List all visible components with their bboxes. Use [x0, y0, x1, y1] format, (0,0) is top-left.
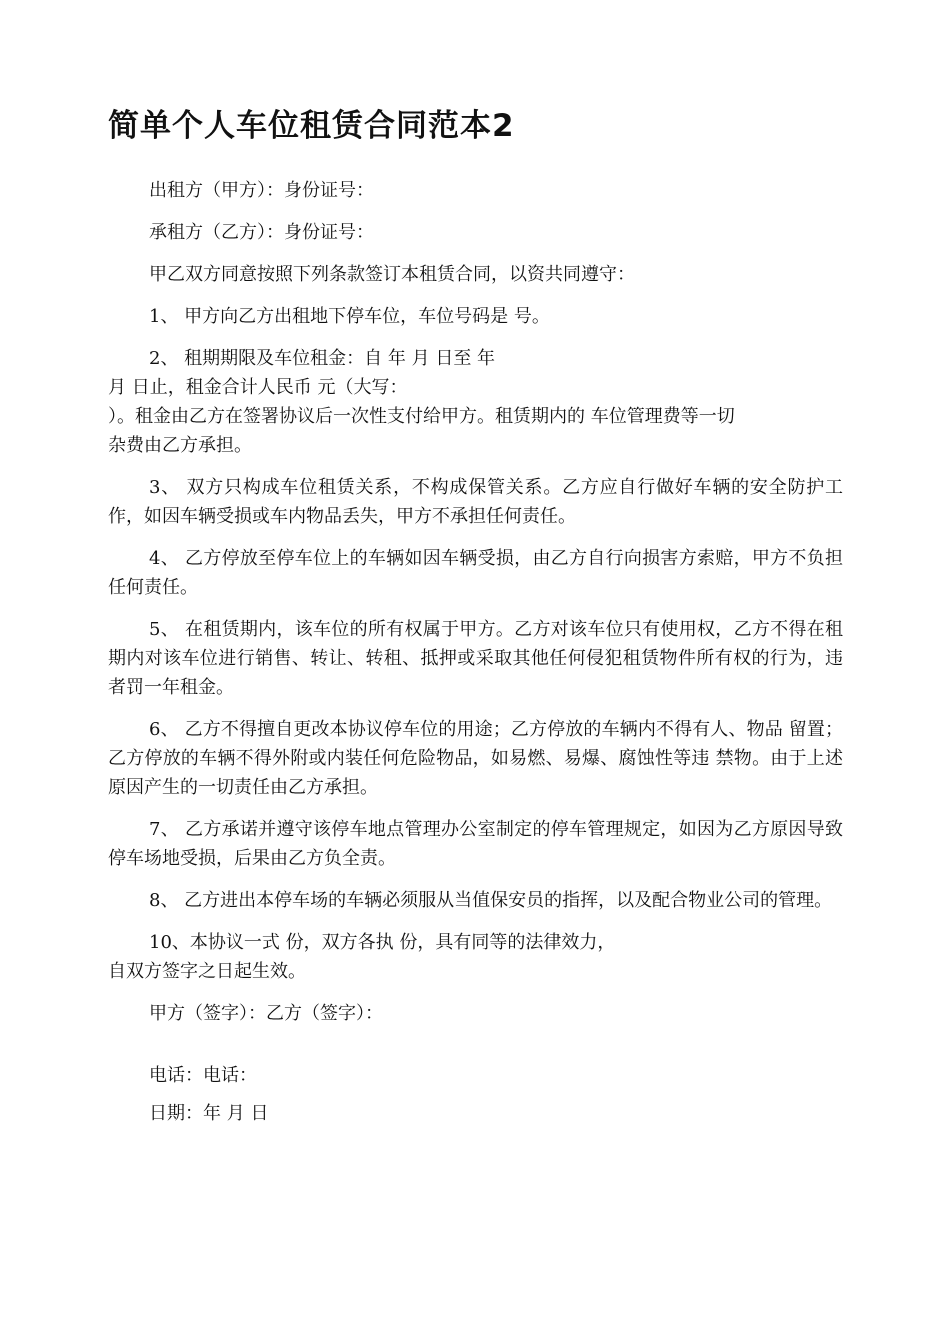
- date-line: 日期：年 月 日: [149, 1103, 269, 1124]
- clause-10-line-1: 10、本协议一式 份，双方各执 份，具有同等的法律效力，: [149, 932, 616, 953]
- clause-7: 7、 乙方承诺并遵守该停车地点管理办公室制定的停车管理规定，如因为乙方原因导致停车场地受损，后果由乙方负全责。: [108, 819, 843, 869]
- clause-5: 5、 在租赁期内，该车位的所有权属于甲方。乙方对该车位只有使用权，乙方不得在租期内对该车位进行销售、转让、转租、抵押或采取其他任何侵犯租赁物件所有权的行为，违者罚一年租金。: [108, 619, 843, 698]
- clause-2: [108, 344, 843, 460]
- clause-2-line-4: 杂费由乙方承担。: [108, 435, 252, 456]
- lessee-line: 承租方（乙方）：身份证号：: [149, 222, 374, 243]
- clause-6: 6、 乙方不得擅自更改本协议停车位的用途；乙方停放的车辆内不得有人、物品 留置；乙方停放的车辆不得外附或内装任何危险物品，如易燃、易爆、腐蚀性等违 禁物。由于上述原因产生的一切责任由乙方承担。: [108, 719, 843, 798]
- clause-2-line-2: 月 日止，租金合计人民币 元（大写：: [108, 377, 408, 398]
- document-title: 简单个人车位租赁合同范本2: [108, 108, 515, 144]
- clause-3: 3、 双方只构成车位租赁关系，不构成保管关系。乙方应自行做好车辆的安全防护工作，如因车辆受损或车内物品丢失，甲方不承担任何责任。: [108, 477, 843, 527]
- intro-paragraph: 甲乙双方同意按照下列条款签订本租赁合同，以资共同遵守：: [149, 264, 635, 285]
- clause-4: 4、 乙方停放至停车位上的车辆如因车辆受损，由乙方自行向损害方索赔，甲方不负担任何责任。: [108, 548, 843, 598]
- phone-line: 电话：电话：: [149, 1065, 257, 1086]
- clause-1: 1、 甲方向乙方出租地下停车位，车位号码是 号。: [149, 306, 550, 327]
- signature-line: 甲方（签字）：乙方（签字）：: [149, 1003, 383, 1024]
- clause-8: 8、 乙方进出本停车场的车辆必须服从当值保安员的指挥，以及配合物业公司的管理。: [149, 890, 833, 911]
- signature-spacer: [108, 1041, 843, 1061]
- clause-2-line-1: 2、 租期期限及车位租金：自 年 月 日至 年: [149, 348, 496, 369]
- clause-10-line-2: 自双方签字之日起生效。: [108, 961, 306, 982]
- lessor-line: 出租方（甲方）：身份证号：: [149, 180, 374, 201]
- document-body: [108, 176, 843, 1141]
- clause-10: [108, 928, 843, 986]
- clause-2-line-3: ）。租金由乙方在签署协议后一次性支付给甲方。租赁期内的 车位管理费等一切: [108, 406, 735, 427]
